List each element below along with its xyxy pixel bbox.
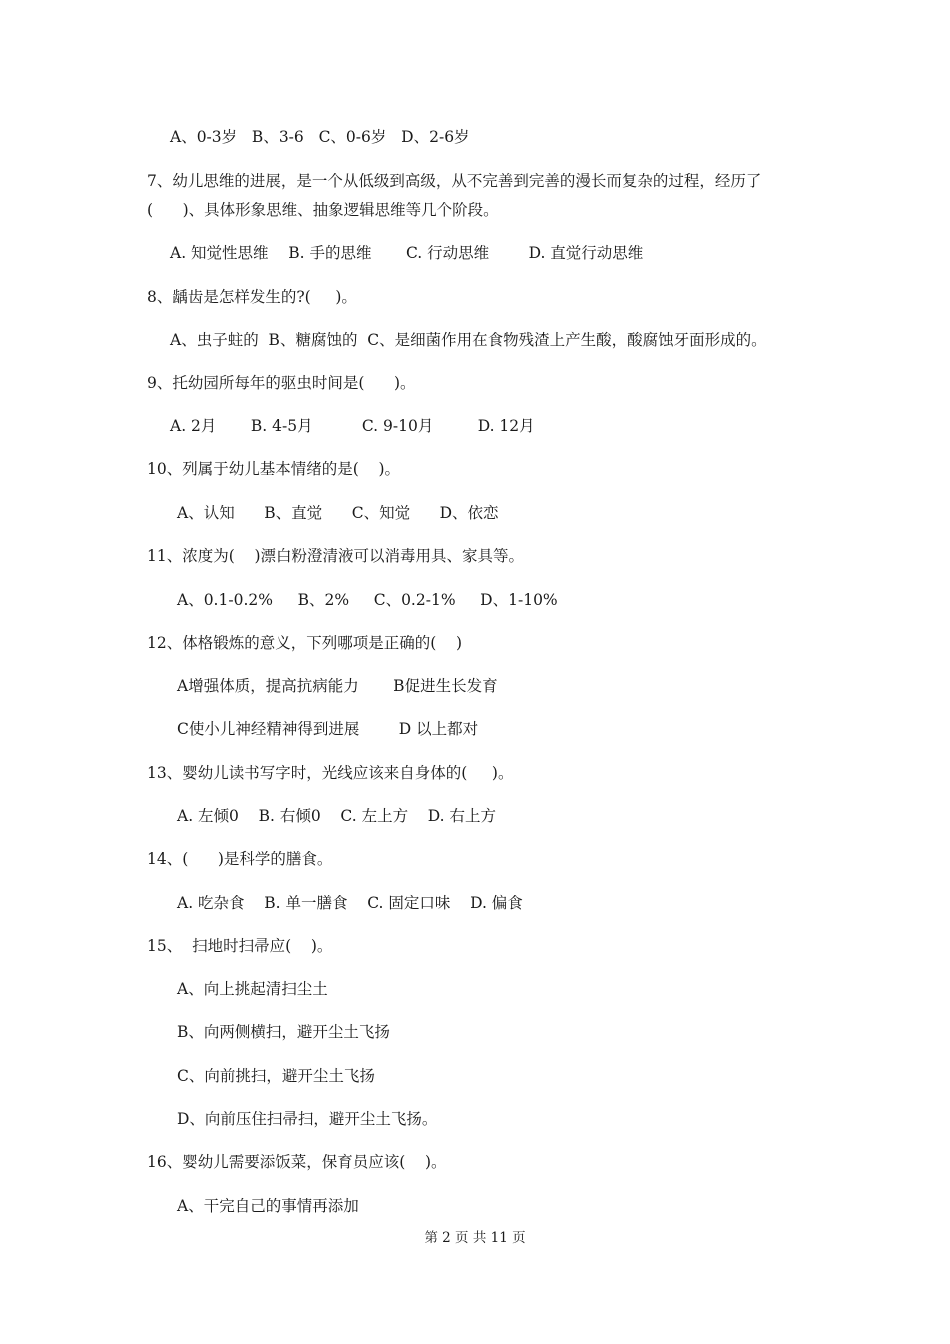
q6-options: A、0-3岁 B、3-6 C、0-6岁 D、2-6岁 [170,128,470,146]
q8-options: A、虫子蛀的 B、糖腐蚀的 C、是细菌作用在食物残渣上产生酸，酸腐蚀牙面形成的。 [170,331,767,349]
q15-stem: 15、 扫地时扫帚应( )。 [147,937,333,955]
q15-option-d: D、向前压住扫帚扫，避开尘土飞扬。 [177,1110,438,1128]
q9-stem: 9、托幼园所每年的驱虫时间是( )。 [147,374,416,392]
q11-stem: 11、浓度为( )漂白粉澄清液可以消毒用具、家具等。 [147,547,525,565]
q7-stem-line1: 7、幼儿思维的进展，是一个从低级到高级，从不完善到完善的漫长而复杂的过程，经历了 [147,172,762,190]
q14-stem: 14、( )是科学的膳食。 [147,850,333,868]
q16-option-a: A、干完自己的事情再添加 [177,1197,359,1215]
q7-stem-line2: ( )、具体形象思维、抽象逻辑思维等几个阶段。 [147,201,499,219]
q7-options: A. 知觉性思维 B. 手的思维 C. 行动思维 D. 直觉行动思维 [170,244,644,262]
q10-stem: 10、列属于幼儿基本情绪的是( )。 [147,460,401,478]
q13-options: A. 左倾0 B. 右倾0 C. 左上方 D. 右上方 [177,807,497,825]
q8-stem: 8、龋齿是怎样发生的?( )。 [147,288,357,306]
q10-options: A、认知 B、直觉 C、知觉 D、依恋 [177,504,499,522]
q9-options: A. 2月 B. 4-5月 C. 9-10月 D. 12月 [170,417,535,435]
q12-options-ab: A增强体质，提高抗病能力 B促进生长发育 [177,677,498,695]
q15-option-c: C、向前挑扫，避开尘土飞扬 [177,1067,375,1085]
q14-options: A. 吃杂食 B. 单一膳食 C. 固定口味 D. 偏食 [177,894,523,912]
q11-options: A、0.1-0.2% B、2% C、0.2-1% D、1-10% [177,591,558,609]
q12-options-cd: C使小儿神经精神得到进展 D 以上都对 [177,720,479,738]
page-footer: 第 2 页 共 11 页 [424,1230,526,1246]
q16-stem: 16、婴幼儿需要添饭菜，保育员应该( )。 [147,1153,447,1171]
q15-option-a: A、向上挑起清扫尘土 [177,980,328,998]
q13-stem: 13、婴幼儿读书写字时，光线应该来自身体的( )。 [147,764,514,782]
q15-option-b: B、向两侧横扫，避开尘土飞扬 [177,1023,390,1041]
q12-stem: 12、体格锻炼的意义，下列哪项是正确的( ) [147,634,463,652]
